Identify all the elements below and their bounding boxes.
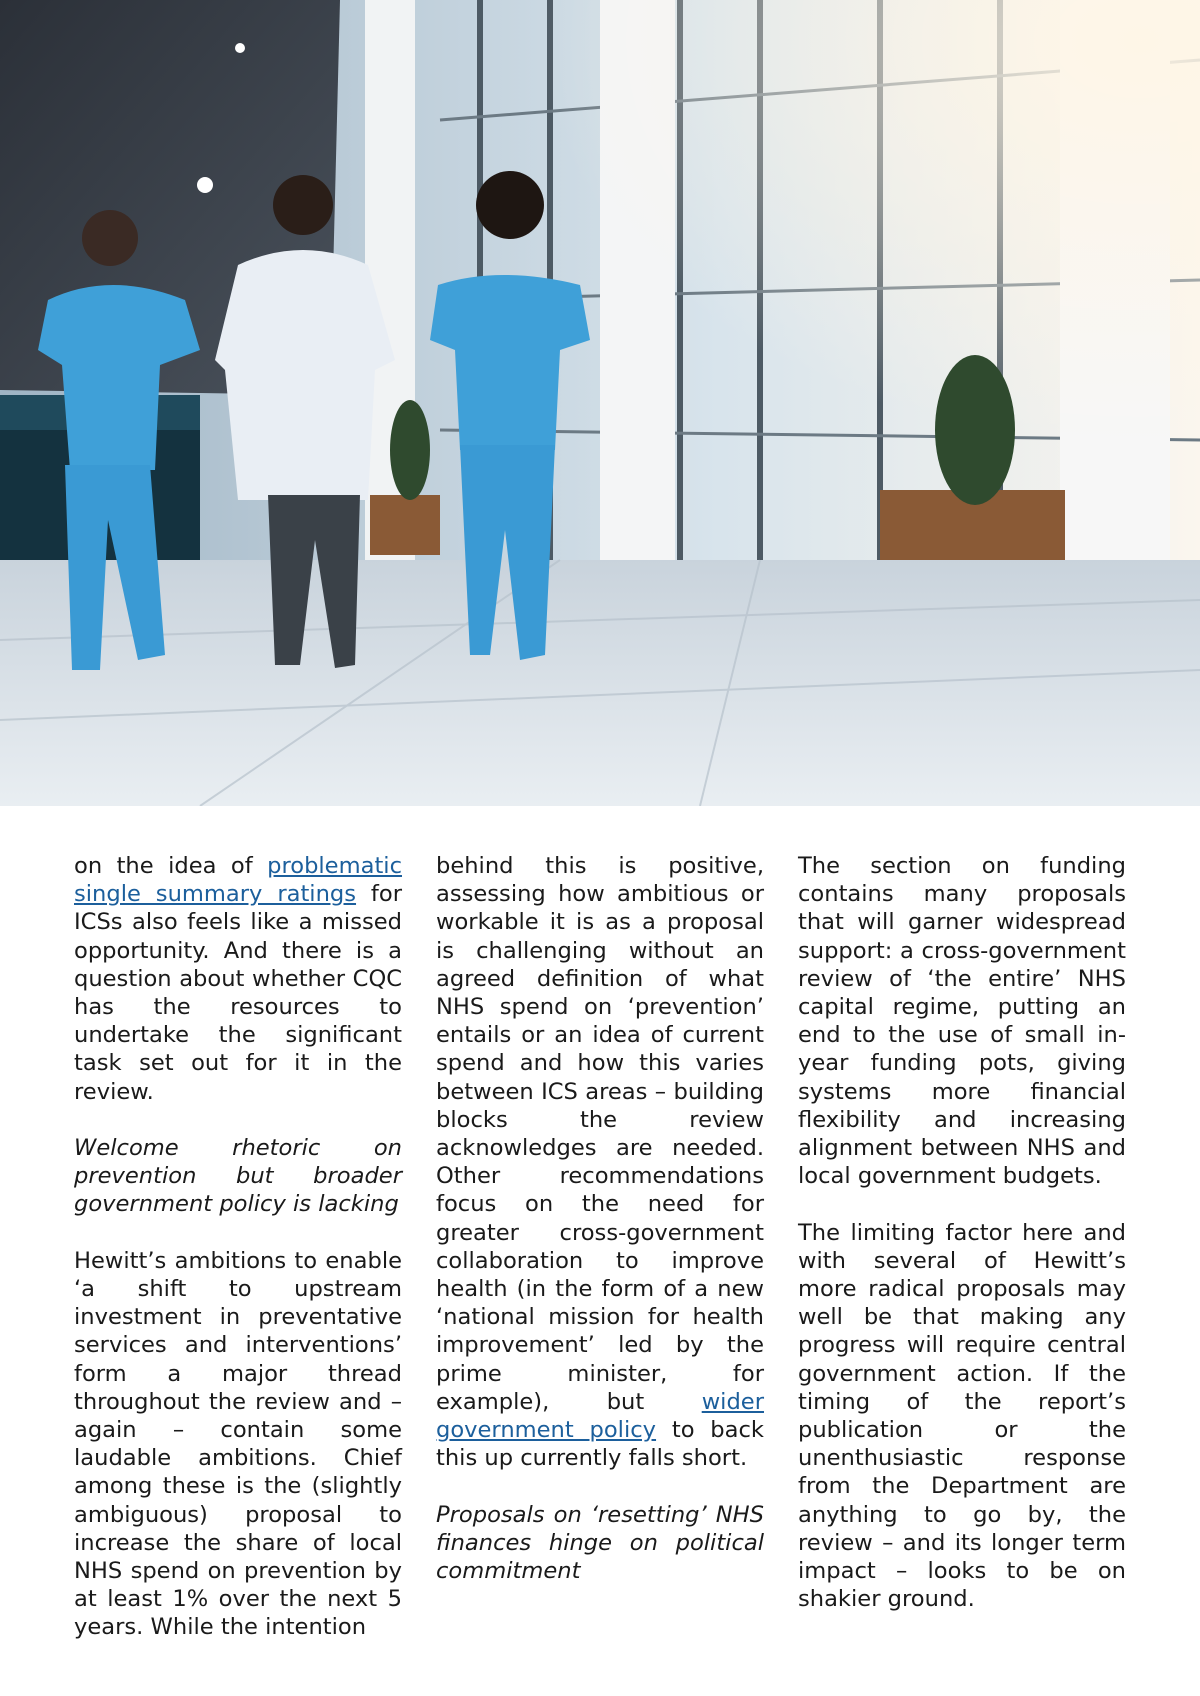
text-run: behind this is positive, assessing how ambitious or workable it is as a proposal is challenging without an agreed definition of what NHS spend on ‘prevention’ entails or an idea of current spend and how this varies between ICS areas – building blocks the review acknowledges are needed. Other recommendations focus on the need for greater cross-government collaboration to improve health (in the form of a new ‘national mission for health improvement’ led by the prime minister, for example), but xyxy=(436,853,764,1415)
body-paragraph xyxy=(798,852,1126,1190)
text-run: Hewitt’s ambitions to enable ‘a shift to upstream investment in preventative services and interventions’ form a major thread throughout the review and – again – contain some laudable ambitions. Chief among these is the (slightly ambiguous) proposal to increase the share of local NHS spend on prevention by at least 1% over the next 5 years. While the intention xyxy=(74,1247,402,1641)
section-subheading xyxy=(436,1501,764,1586)
text-run: The section on funding contains many proposals that will garner widespread support: a cross-government review of ‘the entire’ NHS capital regime, putting an end to the use of small in-year funding pots, giving systems more financial flexibility and increasing alignment between NHS and local government budgets. xyxy=(798,853,1126,1190)
section-subheading xyxy=(74,1134,402,1219)
body-paragraph xyxy=(436,852,764,1472)
body-paragraph xyxy=(798,1219,1126,1614)
hospital-corridor-photo-icon xyxy=(0,0,1200,806)
inline-link[interactable]: problematic single summary ratings xyxy=(74,853,402,908)
column-2 xyxy=(436,852,764,1642)
text-run: to back this up currently falls short. xyxy=(436,1417,764,1472)
body-paragraph xyxy=(74,852,402,1106)
text-run: Welcome rhetoric on prevention but broader government policy is lacking xyxy=(74,1135,402,1218)
text-run: for ICSs also feels like a missed opportunity. And there is a question about whether CQC has the resources to undertake the significant task set out for it in the review. xyxy=(74,881,403,1105)
article-columns xyxy=(74,852,1126,1642)
column-1 xyxy=(74,852,402,1642)
inline-link[interactable]: wider government policy xyxy=(436,1388,764,1444)
text-run: on the idea of xyxy=(74,853,268,879)
body-paragraph xyxy=(74,1247,402,1642)
hero-photo xyxy=(0,0,1200,806)
column-3 xyxy=(798,852,1126,1642)
text-run: The limiting factor here and with several of Hewitt’s more radical proposals may well be that making any progress will require central government action. If the timing of the report’s publication or the unenthusiastic response from the Department are anything to go by, the review – and its longer term impact – looks to be on shakier ground. xyxy=(798,1219,1126,1613)
text-run: Proposals on ‘resetting’ NHS finances hinge on political commitment xyxy=(436,1501,764,1585)
